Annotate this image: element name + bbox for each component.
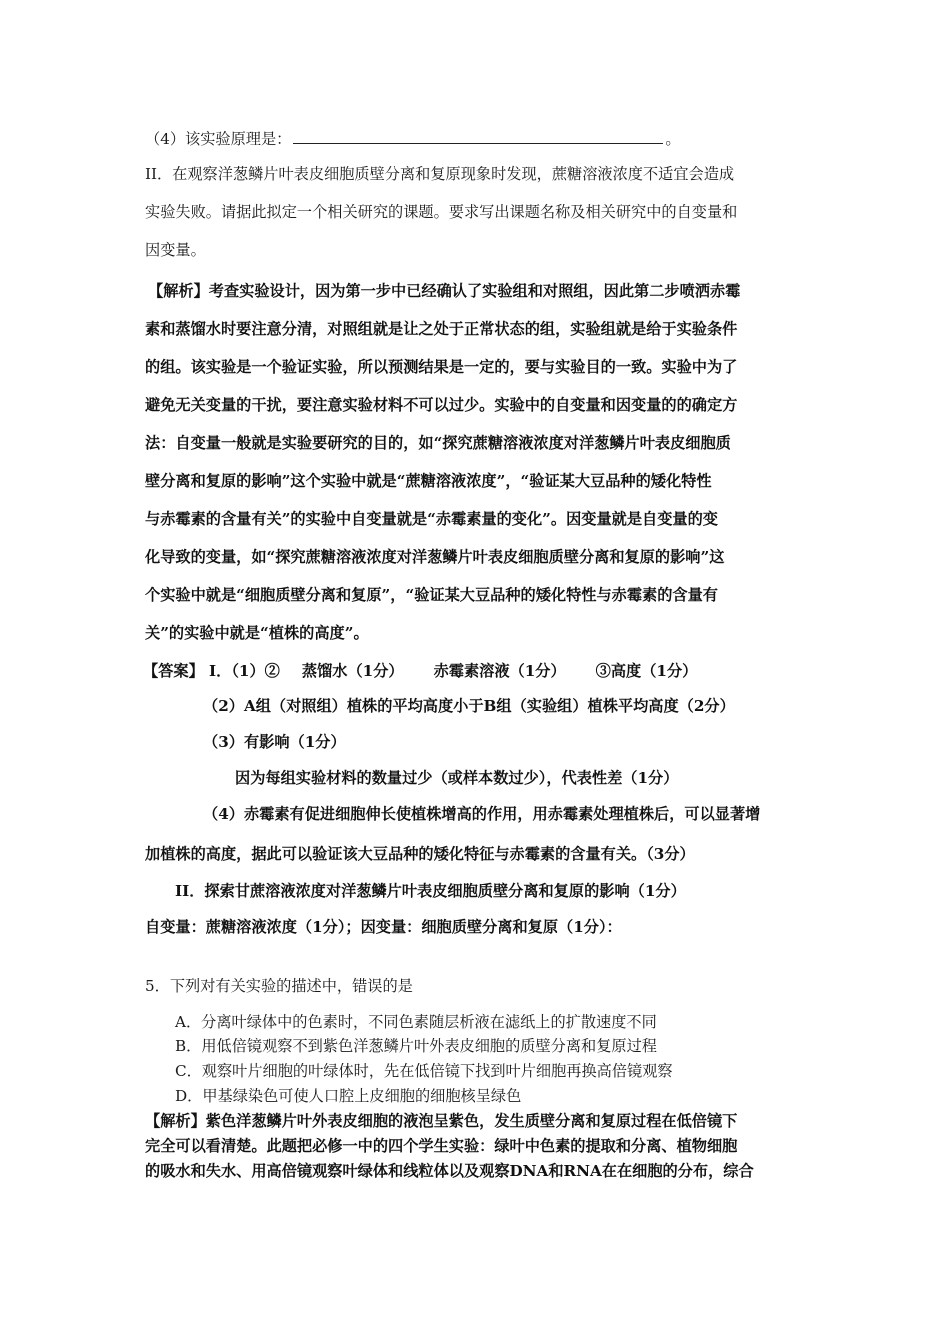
- answer-label: 【答案】: [143, 662, 204, 680]
- answer-item: ③高度（1分）: [595, 662, 698, 680]
- option-c: C．观察叶片细胞的叶绿体时，先在低倍镜下找到叶片细胞再换高倍镜观察: [175, 1062, 673, 1080]
- part2-question-line: 因变量。: [145, 241, 206, 259]
- answer-item: 蒸馏水（1分）: [301, 662, 404, 680]
- answer-item: I．（1）②: [209, 662, 280, 680]
- question-4-line: [145, 128, 681, 150]
- analysis-2-line: [145, 1110, 737, 1132]
- analysis-paragraph-line: 的组。该实验是一个验证实验，所以预测结果是一定的，要与实验目的一致。实验中为了: [145, 358, 738, 376]
- option-b: B．用低倍镜观察不到紫色洋葱鳞片叶外表皮细胞的质壁分离和复原过程: [175, 1037, 657, 1055]
- option-a: A．分离叶绿体中的色素时，不同色素随层析液在滤纸上的扩散速度不同: [175, 1013, 657, 1031]
- answer-line-3-reason: 因为每组实验材料的数量过少（或样本数过少），代表性差（1分）: [235, 769, 679, 787]
- answer-line-3: （3）有影响（1分）: [203, 733, 346, 751]
- answer-part2-title: II．探索甘蔗溶液浓度对洋葱鳞片叶表皮细胞质壁分离和复原的影响（1分）: [175, 882, 686, 900]
- part2-question-line: II．在观察洋葱鳞片叶表皮细胞质壁分离和复原现象时发现，蔗糖溶液浓度不适宜会造成: [145, 165, 735, 183]
- analysis-paragraph-line: 素和蒸馏水时要注意分清，对照组就是让之处于正常状态的组，实验组就是给于实验条件: [145, 320, 738, 338]
- analysis-paragraph-line: 关”的实验中就是“植株的高度”。: [145, 624, 369, 642]
- question-4-end: 。: [665, 130, 681, 148]
- answer-line-4: （4）赤霉素有促进细胞伸长使植株增高的作用，用赤霉素处理植株后，可以显著增: [203, 805, 761, 823]
- analysis-2-line: 的吸水和失水、用高倍镜观察叶绿体和线粒体以及观察DNA和RNA在在细胞的分布，综合: [145, 1162, 754, 1180]
- option-d: D．甲基绿染色可使人口腔上皮细胞的细胞核呈绿色: [175, 1087, 522, 1105]
- answer-line-2: （2）A组（对照组）植株的平均高度小于B组（实验组）植株平均高度（2分）: [203, 697, 735, 715]
- question-5-stem: 5．下列对有关实验的描述中，错误的是: [145, 977, 413, 995]
- analysis-label: 【解析】: [148, 282, 209, 300]
- answer-line-1: [143, 660, 697, 682]
- analysis-text: 考查实验设计，因为第一步中已经确认了实验组和对照组，因此第二步喷洒赤霉: [208, 282, 741, 300]
- analysis-paragraph-line: 避免无关变量的干扰，要注意实验材料不可以过少。实验中的自变量和因变量的的确定方: [145, 396, 738, 414]
- analysis-paragraph-line: 化导致的变量，如“探究蔗糖溶液浓度对洋葱鳞片叶表皮细胞质壁分离和复原的影响”这: [145, 548, 725, 566]
- analysis-2-line: 完全可以看清楚。此题把必修一中的四个学生实验：绿叶中色素的提取和分离、植物细胞: [145, 1137, 738, 1155]
- analysis-paragraph-line: 法：自变量一般就是实验要研究的目的，如“探究蔗糖溶液浓度对洋葱鳞片叶表皮细胞质: [145, 434, 731, 452]
- analysis-paragraph-line: [148, 280, 740, 302]
- analysis-paragraph-line: 与赤霉素的含量有关”的实验中自变量就是“赤霉素量的变化”。因变量就是自变量的变: [145, 510, 718, 528]
- answer-item: 赤霉素溶液（1分）: [433, 662, 566, 680]
- answer-part2-vars: 自变量：蔗糖溶液浓度（1分）；因变量：细胞质壁分离和复原（1分）：: [145, 918, 622, 936]
- analysis-text: 紫色洋葱鳞片叶外表皮细胞的液泡呈紫色，发生质壁分离和复原过程在低倍镜下: [205, 1112, 738, 1130]
- analysis-paragraph-line: 个实验中就是“细胞质壁分离和复原”，“验证某大豆品种的矮化特性与赤霉素的含量有: [145, 586, 718, 604]
- answer-line-4-cont: 加植株的高度，据此可以验证该大豆品种的矮化特征与赤霉素的含量有关。（3分）: [145, 845, 695, 863]
- analysis-paragraph-line: 壁分离和复原的影响”这个实验中就是“蔗糖溶液浓度”，“验证某大豆品种的矮化特性: [145, 472, 712, 490]
- question-4-prompt: （4）该实验原理是：: [145, 130, 292, 148]
- answer-blank: [293, 129, 663, 144]
- part2-question-line: 实验失败。请据此拟定一个相关研究的课题。要求写出课题名称及相关研究中的自变量和: [145, 203, 738, 221]
- analysis-label: 【解析】: [145, 1112, 206, 1130]
